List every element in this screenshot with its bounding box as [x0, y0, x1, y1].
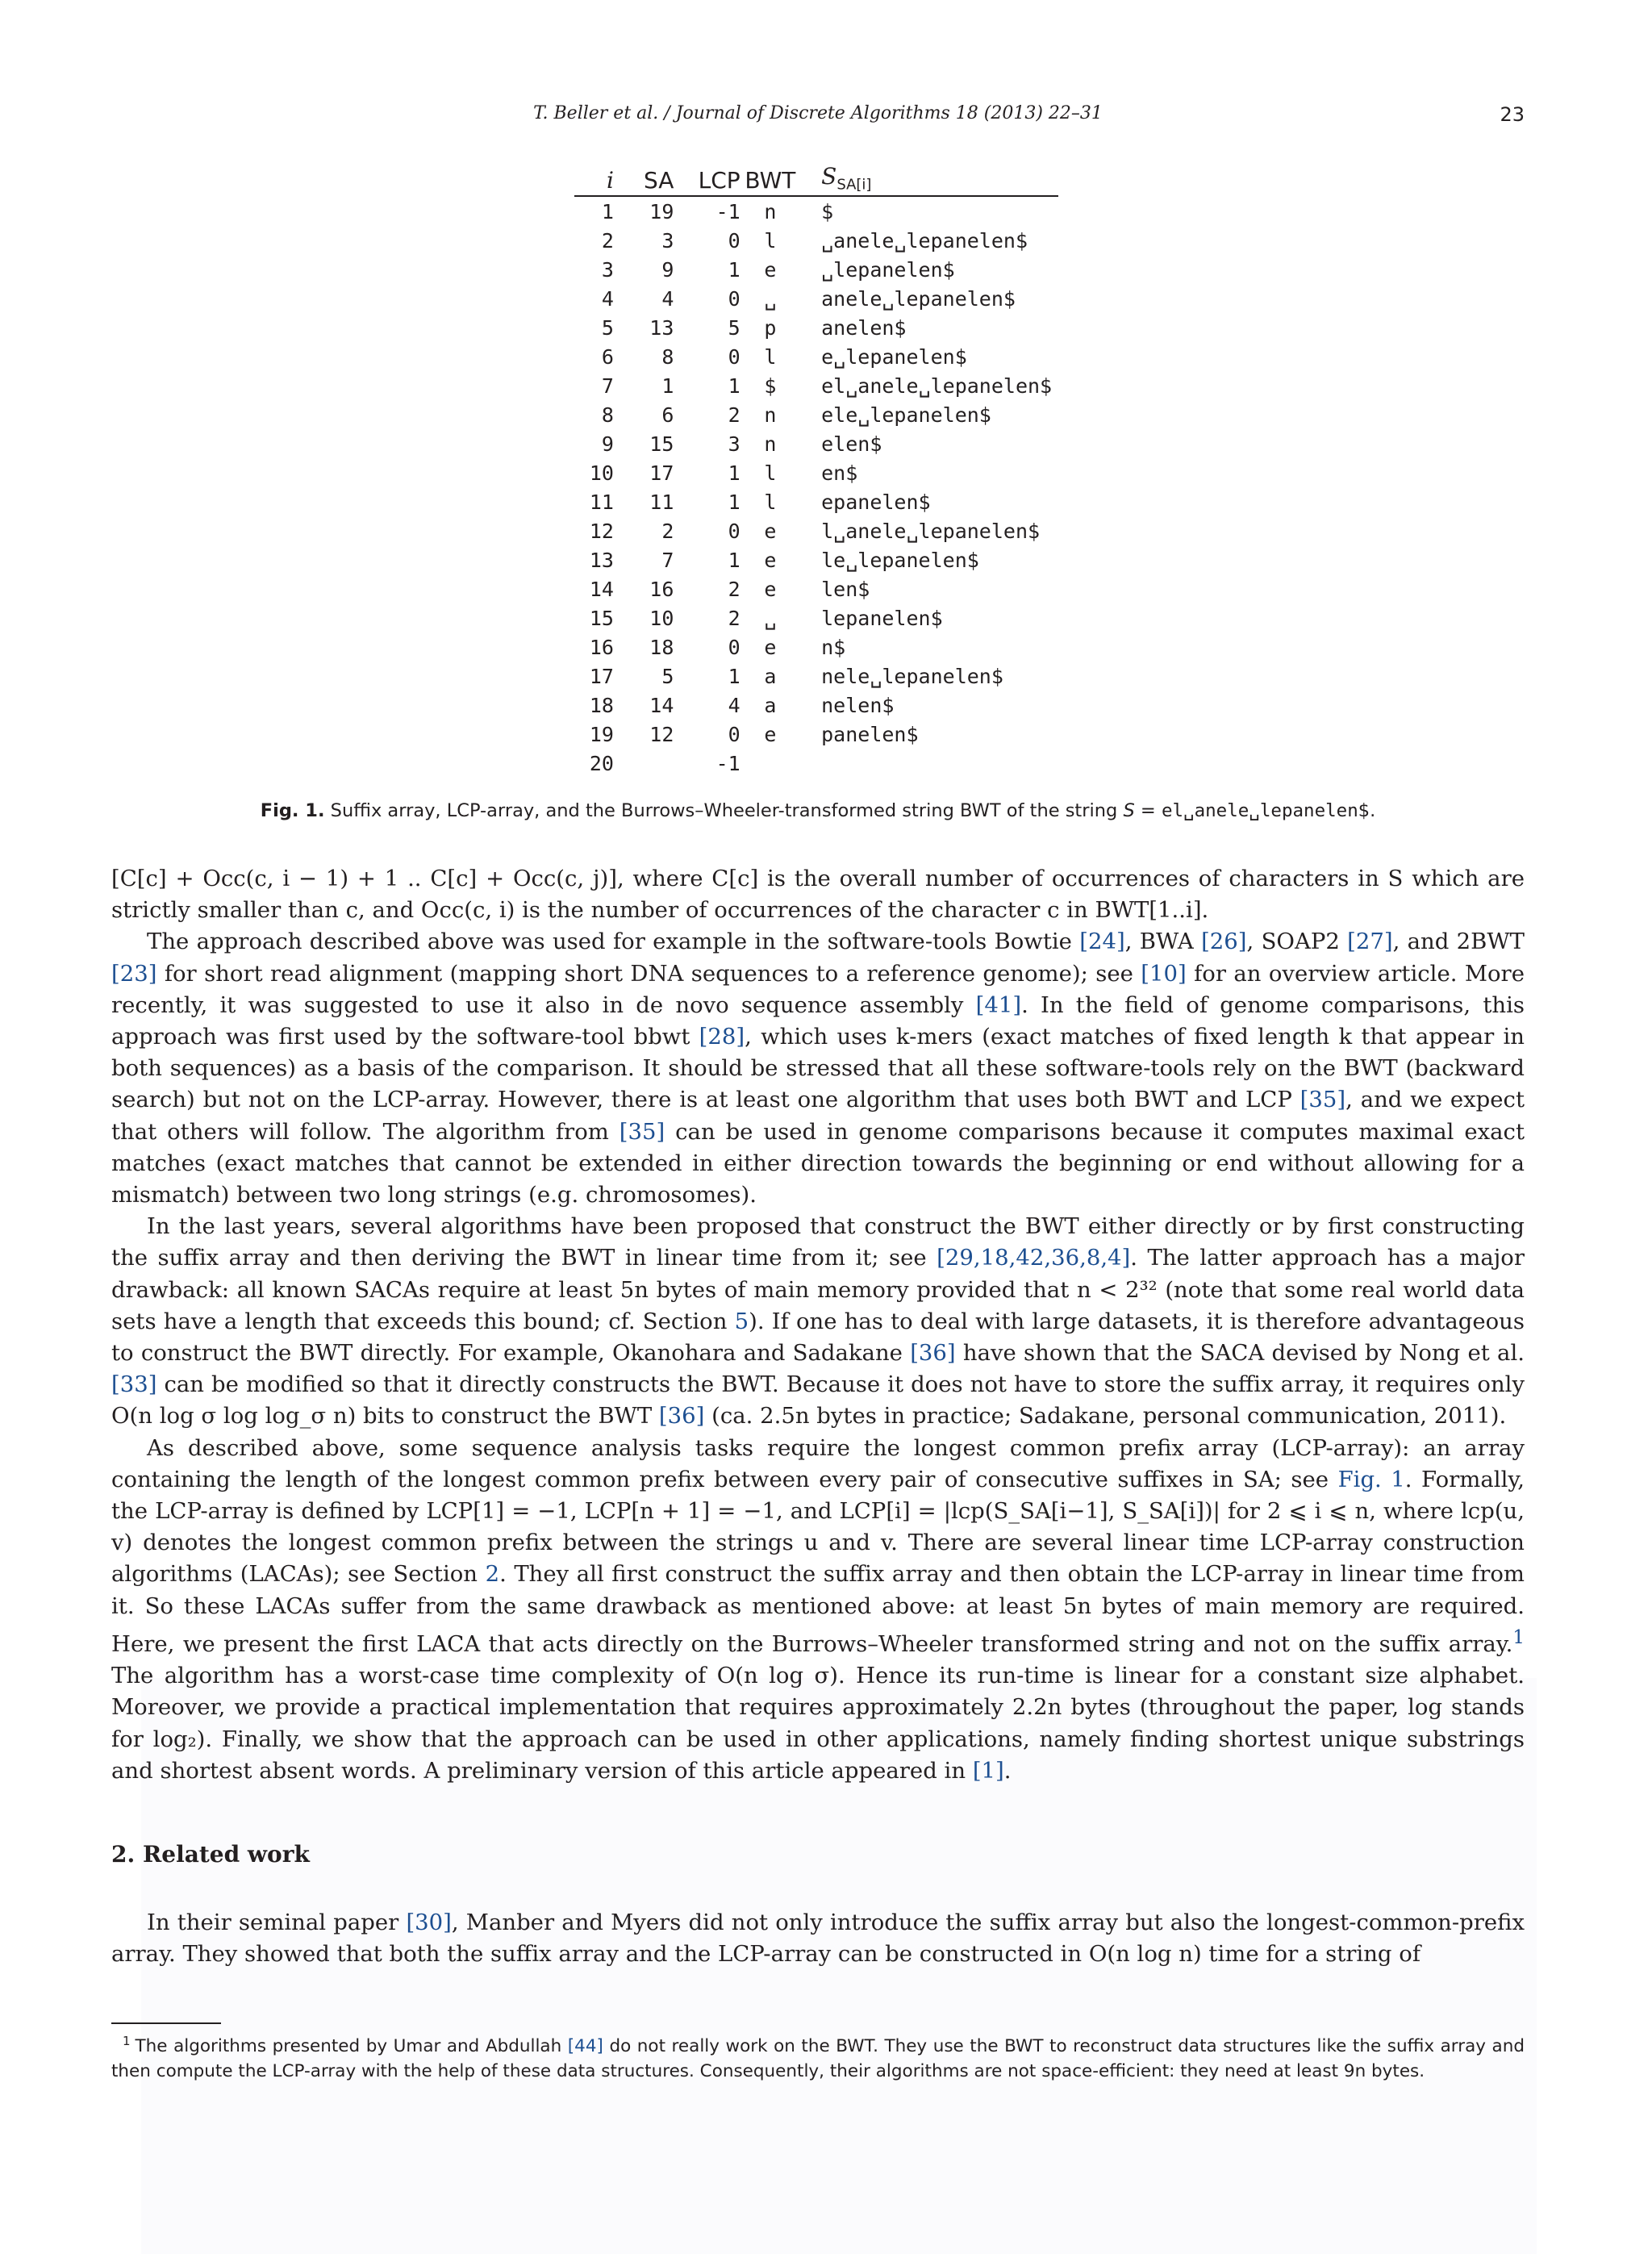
- paragraph-4: As described above, some sequence analysis tasks require the longest common prefix array (LCP-array): an array containing the length of the longest common prefix between every pair of consecutive suffixes in SA; see Fig. 1. Formally, the LCP-array is defined by LCP[1] = −1, LCP[n + 1] = −1, and LCP[i] = |lcp(S_SA[i−1], S_SA[i])| for 2 ⩽ i ⩽ n, where lcp(u, v) denotes the longest common prefix between the strings u and v. There are several linear time LCP-array construction algorithms (LACAs); see Section 2. They all first construct the suffix array and then obtain the LCP-array in linear time from it. So these LACAs suffer from the same drawback as mentioned above: at least 5n bytes of main memory are required. Here, we present the first LACA that acts directly on the Burrows–Wheeler transformed string and not on the suffix array.$^1$ The algorithm has a worst-case time complexity of O(n log σ). Hence its run-time is linear for a constant size alphabet. Moreover, we provide a practical implementation that requires approximately 2.2n bytes (throughout the paper, log stands for log₂). Finally, we show that the approach can be used in other applications, namely finding shortest unique substrings and shortest absent words. A preliminary version of this article appeared in [1].: [111, 1434, 1525, 1784]
- cell-bwt: e: [764, 577, 777, 601]
- cell-bwt: p: [764, 315, 777, 340]
- cell-sa: 15: [649, 432, 674, 456]
- table-row: [574, 284, 1058, 313]
- paragraph-3: In the last years, several algorithms have been proposed that construct the BWT either directly or by first constructing the suffix array and then deriving the BWT in linear time from it; see [29,18,42,36,8,4]. The latter approach has a major drawback: all known SACAs require at least 5n bytes of main memory provided that n < 2³² (note that some real world data sets have a length that exceeds this bound; cf. Section 5). If one has to deal with large datasets, it is therefore advantageous to construct the BWT directly. For example, Okanohara and Sadakane [36] have shown that the SACA devised by Nong et al. [33] can be modified so that it directly constructs the BWT. Because it does not have to store the suffix array, it requires only O(n log σ log log_σ n) bits to construct the BWT [36] (ca. 2.5n bytes in practice; Sadakane, personal communication, 2011).: [111, 1213, 1525, 1430]
- citation-link[interactable]: [26]: [1201, 929, 1247, 955]
- cell-lcp: 0: [728, 228, 740, 253]
- footnote-ref[interactable]: 1: [1512, 1626, 1525, 1648]
- cell-sa: 4: [661, 286, 674, 311]
- cell-sa: 3: [661, 228, 674, 253]
- table-row: [574, 313, 1058, 342]
- section-heading: 2. Related work: [111, 1841, 310, 1868]
- col-sa: SA: [643, 167, 674, 194]
- cell-suffix: elen$: [821, 432, 882, 456]
- cell-suffix: e␣lepanelen$: [821, 344, 967, 369]
- cell-bwt: l: [764, 228, 777, 253]
- citation-link[interactable]: [27]: [1347, 929, 1393, 955]
- cell-bwt: n: [764, 403, 777, 427]
- running-header: [111, 103, 1525, 136]
- citation-link[interactable]: [28]: [699, 1024, 745, 1050]
- cell-sa: 18: [649, 635, 674, 659]
- cell-lcp: 1: [728, 490, 740, 514]
- table-row: [574, 458, 1058, 487]
- cell-sa: 19: [649, 199, 674, 223]
- footnote-rule: [111, 2022, 221, 2024]
- cell-suffix: epanelen$: [821, 490, 931, 514]
- table-row: [574, 720, 1058, 749]
- cell-sa: 8: [661, 344, 674, 369]
- cell-lcp: 5: [728, 315, 740, 340]
- cell-sa: 12: [649, 722, 674, 746]
- table-row: [574, 603, 1058, 632]
- cell-i: 20: [589, 751, 614, 775]
- cell-sa: 9: [661, 257, 674, 282]
- cell-i: 7: [601, 374, 614, 398]
- table-row: [574, 371, 1058, 400]
- table-row: [574, 255, 1058, 284]
- cell-sa: 5: [661, 664, 674, 688]
- citation-link[interactable]: [35]: [1299, 1087, 1346, 1113]
- cell-lcp: -1: [715, 199, 740, 223]
- cell-i: 15: [589, 606, 614, 630]
- cell-suffix: $: [821, 199, 834, 223]
- cell-sa: 10: [649, 606, 674, 630]
- section-link[interactable]: 2: [485, 1561, 500, 1588]
- caption-string: el␣anele␣lepanelen: [1161, 800, 1358, 821]
- cell-sa: 17: [649, 461, 674, 485]
- cell-lcp: 0: [728, 286, 740, 311]
- cell-bwt: n: [764, 199, 777, 223]
- cell-i: 1: [601, 199, 614, 223]
- cell-bwt: n: [764, 432, 777, 456]
- cell-i: 11: [589, 490, 614, 514]
- cell-lcp: 1: [728, 548, 740, 572]
- cell-suffix: en$: [821, 461, 858, 485]
- table-row: [574, 691, 1058, 720]
- caption-label: Fig. 1.: [260, 800, 325, 821]
- cell-suffix: el␣anele␣lepanelen$: [821, 374, 1053, 398]
- section-link[interactable]: 5: [734, 1308, 749, 1334]
- body-section-2: [111, 1907, 1525, 1970]
- cell-suffix: ␣lepanelen$: [821, 257, 955, 282]
- cell-bwt: e: [764, 722, 777, 746]
- cell-i: 4: [601, 286, 614, 311]
- citation-link[interactable]: [10]: [1141, 960, 1187, 987]
- cell-suffix: anelen$: [821, 315, 907, 340]
- cell-lcp: 0: [728, 635, 740, 659]
- table-row: [574, 487, 1058, 516]
- paragraph-1: [C[c] + Occ(c, i − 1) + 1 .. C[c] + Occ(c, j)], where C[c] is the overall number of occurrences of characters in S which are strictly smaller than c, and Occ(c, i) is the number of occurrences of the character c in BWT[1..i].: [111, 866, 1525, 924]
- cell-i: 10: [589, 461, 614, 485]
- page-number: 23: [1500, 103, 1525, 126]
- cell-i: 9: [601, 432, 614, 456]
- paragraph-2: The approach described above was used for example in the software-tools Bowtie [24], BWA [26], SOAP2 [27], and 2BWT [23] for short read alignment (mapping short DNA sequences to a reference genome); see [10] for an overview article. More recently, it was suggested to use it also in de novo sequence assembly [41]. In the field of genome comparisons, this approach was first used by the software-tool bbwt [28], which uses k-mers (exact matches of fixed length k that appear in both sequences) as a basis of the comparison. It should be stressed that all these software-tools rely on the BWT (backward search) but not on the LCP-array. However, there is at least one algorithm that uses both BWT and LCP [35], and we expect that others will follow. The algorithm from [35] can be used in genome comparisons because it computes maximal exact matches (exact matches that cannot be extended in either direction towards the beginning or end without allowing for a mismatch) between two long strings (e.g. chromosomes).: [111, 929, 1525, 1208]
- cell-suffix: n$: [821, 635, 846, 659]
- cell-lcp: 0: [728, 722, 740, 746]
- cell-i: 13: [589, 548, 614, 572]
- cell-sa: 14: [649, 693, 674, 717]
- cell-sa: 6: [661, 403, 674, 427]
- table-row: [574, 662, 1058, 691]
- col-i: i: [607, 167, 614, 194]
- cell-suffix: nele␣lepanelen$: [821, 664, 1003, 688]
- col-suffix: $S_{SA[i]}$: [821, 163, 872, 194]
- caption-var: S: [1123, 800, 1135, 821]
- cell-lcp: 2: [728, 403, 740, 427]
- cell-sa: 2: [661, 519, 674, 543]
- cell-sa: 1: [661, 374, 674, 398]
- cell-i: 16: [589, 635, 614, 659]
- table-body: [574, 197, 1058, 778]
- cell-sa: 11: [649, 490, 674, 514]
- cell-i: 17: [589, 664, 614, 688]
- cell-i: 19: [589, 722, 614, 746]
- cell-lcp: 1: [728, 257, 740, 282]
- cell-i: 3: [601, 257, 614, 282]
- table-row: [574, 545, 1058, 574]
- col-lcp: LCP: [698, 167, 740, 194]
- cell-bwt: e: [764, 257, 777, 282]
- table-row: [574, 226, 1058, 255]
- running-head: T. Beller et al. / Journal of Discrete Algorithms 18 (2013) 22–31: [533, 103, 1103, 123]
- citation-link[interactable]: [24]: [1079, 929, 1125, 955]
- table-row: [574, 574, 1058, 603]
- cell-bwt: e: [764, 548, 777, 572]
- cell-suffix: le␣lepanelen$: [821, 548, 979, 572]
- citation-link[interactable]: [29,18,42,36,8,4]: [937, 1245, 1131, 1271]
- table-row: [574, 749, 1058, 778]
- citation-link[interactable]: [30]: [406, 1910, 452, 1935]
- figure-link[interactable]: Fig. 1: [1337, 1466, 1405, 1492]
- citation-link[interactable]: [36]: [910, 1340, 956, 1367]
- figure-caption: [111, 800, 1525, 821]
- footnote-text-2: do not really work on the BWT. They use the BWT to reconstruct data structures like the suffix array and then compute the LCP-array with the help of these data structures. Consequently, their algorithms are not space-efficient: they need at least 9n bytes.: [111, 2036, 1525, 2082]
- cell-suffix: l␣anele␣lepanelen$: [821, 519, 1041, 543]
- footnote-number: 1: [123, 2034, 131, 2048]
- table-row: [574, 400, 1058, 429]
- cell-suffix: ␣anele␣lepanelen$: [821, 228, 1028, 253]
- cell-sa: 13: [649, 315, 674, 340]
- cell-lcp: 3: [728, 432, 740, 456]
- col-bwt: BWT: [745, 167, 796, 194]
- cell-lcp: 1: [728, 374, 740, 398]
- cell-suffix: panelen$: [821, 722, 919, 746]
- table-row: [574, 197, 1058, 226]
- cell-bwt: e: [764, 519, 777, 543]
- cell-lcp: 1: [728, 664, 740, 688]
- cell-bwt: l: [764, 461, 777, 485]
- footnote-text: The algorithms presented by Umar and Abdullah: [135, 2036, 568, 2057]
- cell-bwt: ␣: [764, 606, 777, 630]
- cell-lcp: 2: [728, 577, 740, 601]
- cell-bwt: e: [764, 635, 777, 659]
- cell-suffix: lepanelen$: [821, 606, 943, 630]
- table-row: [574, 632, 1058, 662]
- cell-lcp: 0: [728, 344, 740, 369]
- cell-i: 5: [601, 315, 614, 340]
- cell-lcp: 4: [728, 693, 740, 717]
- cell-i: 18: [589, 693, 614, 717]
- cell-lcp: 2: [728, 606, 740, 630]
- citation-link[interactable]: [23]: [111, 960, 157, 987]
- cell-i: 2: [601, 228, 614, 253]
- caption-eq: =: [1134, 800, 1162, 821]
- cell-lcp: 0: [728, 519, 740, 543]
- table-row: [574, 429, 1058, 458]
- table-row: [574, 342, 1058, 371]
- cell-lcp: 1: [728, 461, 740, 485]
- table-header: [574, 158, 1058, 197]
- cell-bwt: ␣: [764, 286, 777, 311]
- cell-suffix: ele␣lepanelen$: [821, 403, 991, 427]
- paragraph-5: In their seminal paper [30], Manber and Myers did not only introduce the suffix array but also the longest-common-prefix array. They showed that both the suffix array and the LCP-array can be constructed in O(n log n) time for a string of: [111, 1910, 1525, 1968]
- cell-suffix: len$: [821, 577, 870, 601]
- cell-i: 12: [589, 519, 614, 543]
- body-section-1: [111, 863, 1525, 1787]
- cell-sa: 7: [661, 548, 674, 572]
- cell-i: 6: [601, 344, 614, 369]
- cell-sa: 16: [649, 577, 674, 601]
- cell-bwt: a: [764, 664, 777, 688]
- cell-i: 8: [601, 403, 614, 427]
- citation-link[interactable]: [1]: [972, 1757, 1004, 1784]
- caption-end: $.: [1358, 800, 1376, 821]
- cell-suffix: nelen$: [821, 693, 895, 717]
- cell-bwt: l: [764, 490, 777, 514]
- cell-lcp: -1: [715, 751, 740, 775]
- citation-link[interactable]: [41]: [975, 991, 1022, 1018]
- citation-link[interactable]: [44]: [567, 2036, 603, 2057]
- cell-i: 14: [589, 577, 614, 601]
- figure-1-table: [574, 158, 1058, 778]
- citation-link[interactable]: [33]: [111, 1371, 157, 1398]
- cell-bwt: a: [764, 693, 777, 717]
- footnote: [111, 2029, 1525, 2084]
- cell-bwt: l: [764, 344, 777, 369]
- citation-link[interactable]: [35]: [619, 1118, 665, 1145]
- cell-suffix: anele␣lepanelen$: [821, 286, 1016, 311]
- cell-bwt: $: [764, 374, 777, 398]
- caption-text: Suffix array, LCP-array, and the Burrows–Wheeler-transformed string BWT of the string: [330, 800, 1118, 821]
- table-row: [574, 516, 1058, 545]
- citation-link[interactable]: [36]: [658, 1403, 705, 1430]
